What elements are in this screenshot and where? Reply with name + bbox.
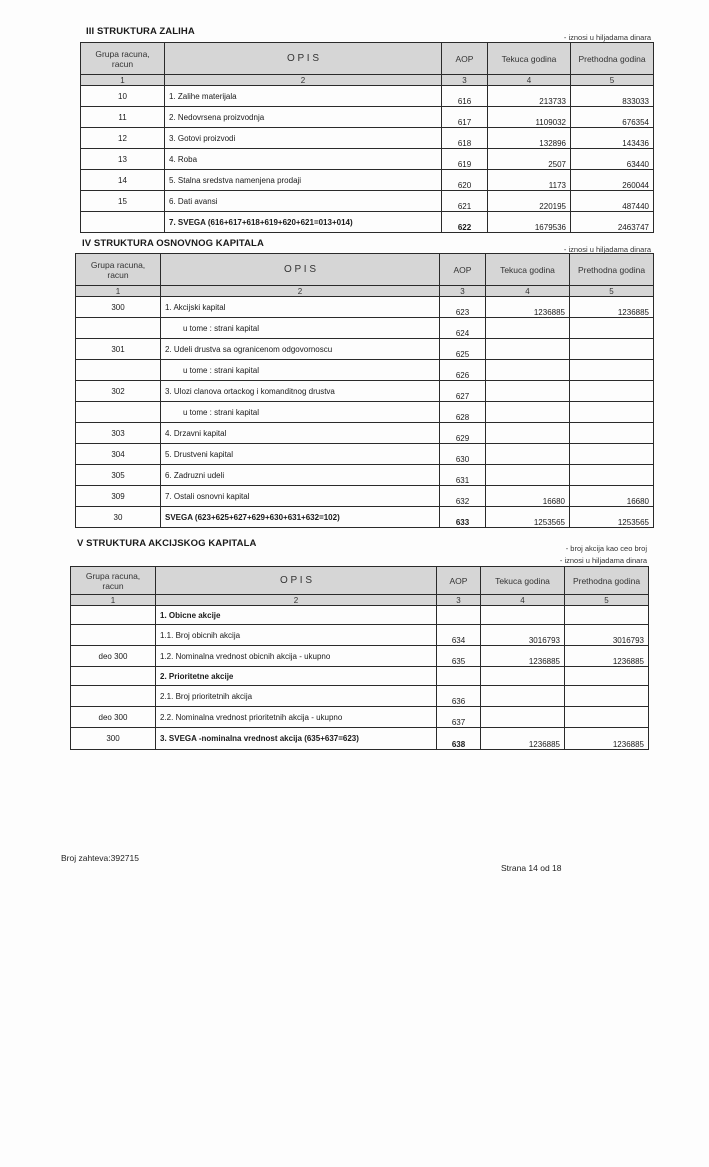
column-index-row (76, 286, 654, 297)
cell-grupa-racuna: deo 300 (71, 646, 156, 667)
cell-grupa-racuna: 10 (81, 86, 165, 107)
table-row (76, 339, 654, 360)
cell-prethodna-godina: 2463747 (571, 212, 654, 233)
akcijski-kapital-table (70, 566, 649, 750)
header-grupa-racuna: Grupa racuna, racun (76, 254, 161, 286)
cell-grupa-racuna: 15 (81, 191, 165, 212)
cell-opis: 4. Roba (165, 149, 442, 170)
cell-aop: 619 (442, 149, 488, 170)
cell-opis: 1. Akcijski kapital (161, 297, 440, 318)
cell-tekuca-godina: 1109032 (488, 107, 571, 128)
cell-opis: 5. Drustveni kapital (161, 444, 440, 465)
cell-aop: 629 (440, 423, 486, 444)
cell-grupa-racuna: 300 (76, 297, 161, 318)
cell-prethodna-godina (570, 402, 654, 423)
section-note-1: - broj akcija kao ceo broj (565, 544, 647, 553)
table-row (76, 318, 654, 339)
table-row (76, 381, 654, 402)
cell-tekuca-godina: 220195 (488, 191, 571, 212)
column-index: 2 (161, 286, 440, 297)
cell-aop: 623 (440, 297, 486, 318)
cell-tekuca-godina (486, 360, 570, 381)
cell-tekuca-godina: 1253565 (486, 507, 570, 528)
cell-grupa-racuna (81, 212, 165, 233)
cell-prethodna-godina: 63440 (571, 149, 654, 170)
cell-grupa-racuna: 302 (76, 381, 161, 402)
table-row (76, 297, 654, 318)
column-index: 1 (81, 75, 165, 86)
column-index: 5 (571, 75, 654, 86)
cell-prethodna-godina (570, 423, 654, 444)
cell-tekuca-godina (481, 686, 565, 707)
cell-prethodna-godina (570, 381, 654, 402)
table-row (71, 728, 649, 750)
cell-prethodna-godina: 1253565 (570, 507, 654, 528)
cell-aop: 627 (440, 381, 486, 402)
cell-grupa-racuna: 304 (76, 444, 161, 465)
cell-grupa-racuna: 305 (76, 465, 161, 486)
cell-aop: 632 (440, 486, 486, 507)
header-grupa-racuna: Grupa racuna, racun (81, 43, 165, 75)
table-row (81, 128, 654, 149)
cell-prethodna-godina (570, 444, 654, 465)
cell-tekuca-godina (486, 444, 570, 465)
cell-opis: 2.2. Nominalna vrednost prioritetnih akcija - ukupno (156, 707, 437, 728)
cell-opis: u tome : strani kapital (161, 318, 440, 339)
cell-opis: 2. Udeli drustva sa ogranicenom odgovornoscu (161, 339, 440, 360)
cell-tekuca-godina: 1236885 (481, 728, 565, 750)
column-index: 1 (71, 595, 156, 606)
cell-tekuca-godina: 16680 (486, 486, 570, 507)
cell-grupa-racuna (76, 402, 161, 423)
cell-grupa-racuna (76, 318, 161, 339)
cell-prethodna-godina (570, 318, 654, 339)
table-row (76, 486, 654, 507)
header-grupa-racuna: Grupa racuna, racun (71, 567, 156, 595)
table-row (71, 667, 649, 686)
cell-opis: SVEGA (623+625+627+629+630+631+632=102) (161, 507, 440, 528)
cell-grupa-racuna (71, 686, 156, 707)
cell-prethodna-godina (565, 667, 649, 686)
cell-opis: 2. Prioritetne akcije (156, 667, 437, 686)
column-index: 4 (486, 286, 570, 297)
table-row (76, 423, 654, 444)
header-tekuca-godina: Tekuca godina (488, 43, 571, 75)
column-index: 1 (76, 286, 161, 297)
cell-grupa-racuna (71, 625, 156, 646)
header-aop: AOP (442, 43, 488, 75)
cell-tekuca-godina (481, 707, 565, 728)
table-row (71, 686, 649, 707)
cell-prethodna-godina: 676354 (571, 107, 654, 128)
cell-opis: 6. Zadruzni udeli (161, 465, 440, 486)
cell-prethodna-godina (570, 465, 654, 486)
cell-aop: 616 (442, 86, 488, 107)
cell-aop: 633 (440, 507, 486, 528)
header-tekuca-godina: Tekuca godina (486, 254, 570, 286)
table-row (81, 107, 654, 128)
column-index: 4 (481, 595, 565, 606)
column-index: 3 (442, 75, 488, 86)
section-title: III STRUKTURA ZALIHA (86, 26, 195, 37)
header-row (81, 43, 654, 75)
column-index: 2 (165, 75, 442, 86)
header-prethodna-godina: Prethodna godina (571, 43, 654, 75)
column-index: 4 (488, 75, 571, 86)
cell-aop: 625 (440, 339, 486, 360)
cell-aop: 617 (442, 107, 488, 128)
cell-opis: 7. Ostali osnovni kapital (161, 486, 440, 507)
cell-opis: 5. Stalna sredstva namenjena prodaji (165, 170, 442, 191)
cell-aop: 634 (437, 625, 481, 646)
cell-tekuca-godina (486, 423, 570, 444)
osnovni-kapital-table (75, 253, 654, 528)
cell-grupa-racuna: 14 (81, 170, 165, 191)
table-row (81, 86, 654, 107)
cell-tekuca-godina: 132896 (488, 128, 571, 149)
cell-tekuca-godina: 213733 (488, 86, 571, 107)
cell-prethodna-godina: 260044 (571, 170, 654, 191)
column-index: 2 (156, 595, 437, 606)
cell-aop: 636 (437, 686, 481, 707)
cell-grupa-racuna: 13 (81, 149, 165, 170)
table-row (81, 191, 654, 212)
cell-grupa-racuna (71, 667, 156, 686)
header-prethodna-godina: Prethodna godina (565, 567, 649, 595)
header-aop: AOP (437, 567, 481, 595)
header-opis: O P I S (156, 567, 437, 595)
header-row (76, 254, 654, 286)
cell-opis: 3. Ulozi clanova ortackog i komanditnog drustva (161, 381, 440, 402)
cell-aop (437, 667, 481, 686)
cell-aop: 620 (442, 170, 488, 191)
column-index-row (81, 75, 654, 86)
header-opis: O P I S (165, 43, 442, 75)
cell-prethodna-godina: 1236885 (565, 646, 649, 667)
cell-opis: 4. Drzavni kapital (161, 423, 440, 444)
cell-prethodna-godina: 1236885 (570, 297, 654, 318)
section-note: - iznosi u hiljadama dinara (563, 33, 651, 42)
cell-grupa-racuna: 301 (76, 339, 161, 360)
header-row (71, 567, 649, 595)
table-row (71, 606, 649, 625)
cell-prethodna-godina: 833033 (571, 86, 654, 107)
cell-aop: 630 (440, 444, 486, 465)
cell-grupa-racuna (76, 360, 161, 381)
cell-opis: 6. Dati avansi (165, 191, 442, 212)
cell-grupa-racuna: 12 (81, 128, 165, 149)
cell-grupa-racuna: deo 300 (71, 707, 156, 728)
cell-aop: 621 (442, 191, 488, 212)
cell-grupa-racuna: 11 (81, 107, 165, 128)
table-row (81, 212, 654, 233)
table-row (76, 465, 654, 486)
cell-prethodna-godina: 16680 (570, 486, 654, 507)
cell-aop (437, 606, 481, 625)
cell-tekuca-godina: 1236885 (486, 297, 570, 318)
column-index: 5 (570, 286, 654, 297)
cell-aop: 635 (437, 646, 481, 667)
cell-aop: 624 (440, 318, 486, 339)
header-aop: AOP (440, 254, 486, 286)
cell-grupa-racuna: 309 (76, 486, 161, 507)
cell-aop: 628 (440, 402, 486, 423)
cell-aop: 638 (437, 728, 481, 750)
section-note: - iznosi u hiljadama dinara (563, 245, 651, 254)
cell-prethodna-godina (565, 686, 649, 707)
request-number: Broj zahteva:392715 (61, 853, 139, 863)
header-prethodna-godina: Prethodna godina (570, 254, 654, 286)
cell-prethodna-godina: 143436 (571, 128, 654, 149)
cell-prethodna-godina (570, 360, 654, 381)
cell-prethodna-godina: 1236885 (565, 728, 649, 750)
cell-prethodna-godina (565, 707, 649, 728)
cell-tekuca-godina (486, 465, 570, 486)
cell-aop: 618 (442, 128, 488, 149)
cell-opis: 1. Obicne akcije (156, 606, 437, 625)
page-number: Strana 14 od 18 (501, 863, 562, 873)
cell-prethodna-godina (570, 339, 654, 360)
cell-tekuca-godina (481, 606, 565, 625)
section-note-2: - iznosi u hiljadama dinara (559, 556, 647, 565)
cell-grupa-racuna (71, 606, 156, 625)
table-row (81, 149, 654, 170)
table-row (76, 507, 654, 528)
column-index: 3 (440, 286, 486, 297)
cell-tekuca-godina (486, 381, 570, 402)
cell-aop: 637 (437, 707, 481, 728)
cell-opis: 7. SVEGA (616+617+618+619+620+621=013+014) (165, 212, 442, 233)
cell-opis: 1.2. Nominalna vrednost obicnih akcija - ukupno (156, 646, 437, 667)
cell-prethodna-godina: 3016793 (565, 625, 649, 646)
cell-tekuca-godina (486, 339, 570, 360)
cell-opis: 1.1. Broj obicnih akcija (156, 625, 437, 646)
table-row (76, 360, 654, 381)
cell-opis: 3. Gotovi proizvodi (165, 128, 442, 149)
cell-grupa-racuna: 30 (76, 507, 161, 528)
table-row (71, 707, 649, 728)
cell-tekuca-godina: 1236885 (481, 646, 565, 667)
cell-opis: 1. Zalihe materijala (165, 86, 442, 107)
cell-tekuca-godina (481, 667, 565, 686)
cell-opis: 2. Nedovrsena proizvodnja (165, 107, 442, 128)
cell-tekuca-godina: 2507 (488, 149, 571, 170)
section-title: V STRUKTURA AKCIJSKOG KAPITALA (77, 538, 257, 549)
cell-prethodna-godina (565, 606, 649, 625)
cell-aop: 622 (442, 212, 488, 233)
cell-opis: u tome : strani kapital (161, 402, 440, 423)
column-index: 3 (437, 595, 481, 606)
cell-tekuca-godina (486, 318, 570, 339)
header-tekuca-godina: Tekuca godina (481, 567, 565, 595)
column-index: 5 (565, 595, 649, 606)
cell-prethodna-godina: 487440 (571, 191, 654, 212)
table-row (76, 444, 654, 465)
cell-tekuca-godina (486, 402, 570, 423)
table-row (76, 402, 654, 423)
cell-tekuca-godina: 1173 (488, 170, 571, 191)
table-row (81, 170, 654, 191)
cell-opis: 3. SVEGA -nominalna vrednost akcija (635+637=623) (156, 728, 437, 750)
cell-grupa-racuna: 303 (76, 423, 161, 444)
cell-tekuca-godina: 1679536 (488, 212, 571, 233)
section-title: IV STRUKTURA OSNOVNOG KAPITALA (82, 238, 264, 249)
zalihe-table (80, 42, 654, 233)
table-row (71, 646, 649, 667)
cell-tekuca-godina: 3016793 (481, 625, 565, 646)
table-row (71, 625, 649, 646)
cell-opis: 2.1. Broj prioritetnih akcija (156, 686, 437, 707)
cell-opis: u tome : strani kapital (161, 360, 440, 381)
cell-aop: 626 (440, 360, 486, 381)
header-opis: O P I S (161, 254, 440, 286)
cell-aop: 631 (440, 465, 486, 486)
cell-grupa-racuna: 300 (71, 728, 156, 750)
column-index-row (71, 595, 649, 606)
